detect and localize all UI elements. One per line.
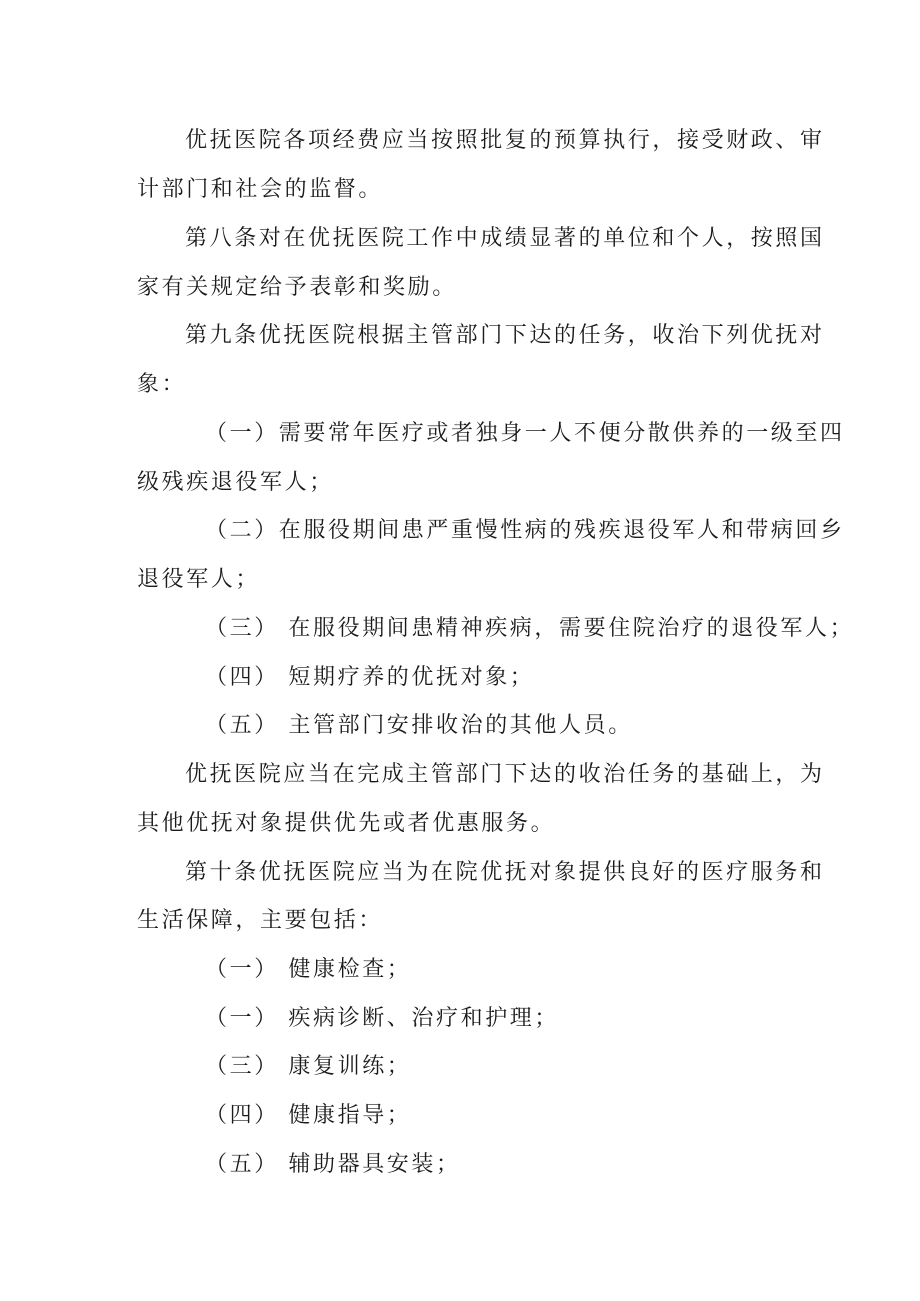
paragraph-funding-supervision-line-1: 优抚医院各项经费应当按照批复的预算执行，接受财政、审: [185, 128, 825, 153]
article-10-line-1: 第十条优抚医院应当为在院优抚对象提供良好的医疗服务和: [185, 860, 825, 885]
article-10-item-5: （五） 辅助器具安装；: [205, 1152, 461, 1177]
article-10-line-2: 生活保障，主要包括：: [137, 908, 384, 933]
article-10-item-1: （一） 健康检查；: [205, 957, 412, 982]
article-9-item-1-line-2: 级残疾退役军人；: [137, 470, 334, 495]
article-9-line-1: 第九条优抚医院根据主管部门下达的任务，收治下列优抚对: [185, 323, 825, 348]
paragraph-funding-supervision-line-2: 计部门和社会的监督。: [137, 177, 384, 202]
paragraph-priority-service-line-2: 其他优抚对象提供优先或者优惠服务。: [137, 811, 556, 836]
article-10-item-3: （三） 康复训练；: [205, 1054, 412, 1079]
article-9-item-4: （四） 短期疗养的优抚对象；: [205, 665, 535, 690]
article-10-item-2: （一） 疾病诊断、治疗和护理；: [205, 1006, 559, 1031]
article-10-item-4: （四） 健康指导；: [205, 1103, 412, 1128]
article-9-line-2: 象：: [137, 372, 187, 397]
article-8-line-2: 家有关规定给予表彰和奖励。: [137, 275, 457, 300]
paragraph-priority-service-line-1: 优抚医院应当在完成主管部门下达的收治任务的基础上，为: [185, 762, 825, 787]
article-9-item-5: （五） 主管部门安排收治的其他人员。: [205, 713, 633, 738]
article-9-item-1-line-1: （一）需要常年医疗或者独身一人不便分散供养的一级至四: [205, 421, 845, 446]
article-9-item-2-line-1: （二）在服役期间患严重慢性病的残疾退役军人和带病回乡: [205, 518, 845, 543]
article-8-line-1: 第八条对在优抚医院工作中成绩显著的单位和个人，按照国: [185, 226, 825, 251]
article-9-item-3: （三） 在服役期间患精神疾病，需要住院治疗的退役军人；: [205, 616, 855, 641]
article-9-item-2-line-2: 退役军人；: [137, 567, 261, 592]
